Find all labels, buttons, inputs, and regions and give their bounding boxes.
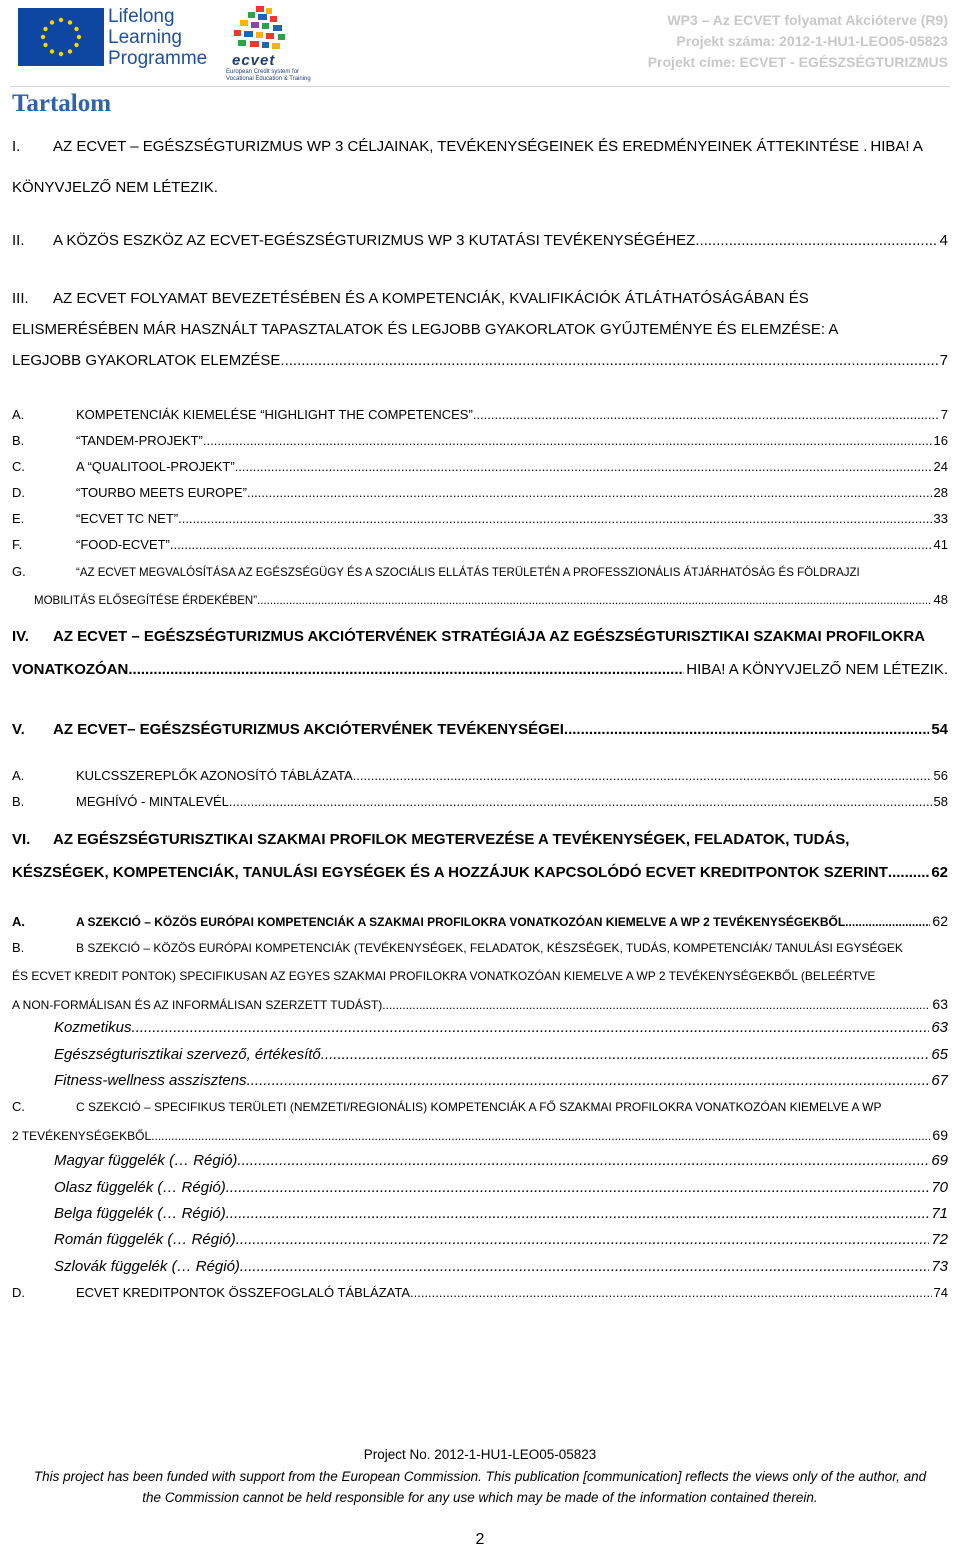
toc-entry-iii-b[interactable]	[12, 433, 948, 448]
toc-page: 16	[933, 433, 948, 448]
toc-text: KULCSSZEREPLŐK AZONOSÍTÓ TÁBLÁZATA	[76, 768, 353, 783]
toc-page: 69	[931, 1152, 948, 1169]
page-header	[0, 0, 960, 90]
toc-page: 69	[932, 1127, 948, 1143]
toc-page: 73	[931, 1258, 948, 1275]
toc-number: E.	[12, 511, 25, 526]
footer-project-number: Project No. 2012-1-HU1-LEO05-05823	[363, 1447, 597, 1462]
toc-text: B SZEKCIÓ – KÖZÖS EURÓPAI KOMPETENCIÁK (TEVÉKENYSÉGEK, FELADATOK, KÉSZSÉGEK, TUDÁS, KOMPETENCIÁK/ TANULÁSI EGYSÉGEK	[76, 941, 903, 955]
toc-number: B.	[12, 940, 25, 955]
toc-entry-magyar[interactable]	[54, 1152, 948, 1169]
toc-entry-vi[interactable]	[12, 831, 948, 881]
toc-entry-olasz[interactable]	[54, 1179, 948, 1196]
eu-flag-logo	[18, 8, 104, 66]
ecvet-subtitle: European Credit system for Vocational Education & Training	[226, 69, 311, 82]
toc-entry-vi-b[interactable]	[12, 940, 948, 1012]
toc-entry-fitness[interactable]	[54, 1072, 948, 1089]
toc-text: KOMPETENCIÁK KIEMELÉSE “HIGHLIGHT THE COMPETENCES”	[76, 407, 473, 422]
toc-number: IV.	[12, 628, 29, 645]
toc-entry-iii-g[interactable]	[12, 564, 948, 607]
toc-number: I.	[12, 138, 21, 155]
toc-page: 72	[931, 1231, 948, 1248]
toc-page: 62	[932, 913, 948, 929]
toc-text: “AZ ECVET MEGVALÓSÍTÁSA AZ EGÉSZSÉGÜGY ÉS A SZOCIÁLIS ELLÁTÁS TERÜLETÉN A PROFESSZIONÁLIS ÁTJÁRHATÓSÁG ÉS FÖLDRAJZI	[76, 567, 860, 579]
toc-text-cont: ÉS ECVET KREDIT PONTOK) SPECIFIKUSAN AZ EGYES SZAKMAI PROFILOKRA VONATKOZÓAN KIEMELVE A WP 2 TEVÉKENYSÉGEKBŐL (BELEÉRTVE	[12, 969, 876, 983]
toc-number: F.	[12, 537, 23, 552]
toc-page: 56	[933, 768, 948, 783]
toc-text: Kozmetikus	[54, 1019, 132, 1036]
toc-text-cont: VONATKOZÓAN	[12, 661, 129, 678]
toc-entry-belga[interactable]	[54, 1205, 948, 1222]
toc-text: Szlovák függelék (… Régió)	[54, 1258, 240, 1275]
toc-text: C SZEKCIÓ – SPECIFIKUS TERÜLETI (NEMZETI/REGIONÁLIS) KOMPETENCIÁK A FŐ SZAKMAI PROFILOKRA VONATKOZÓAN KIEMELVE A WP	[76, 1100, 882, 1114]
toc-text-cont: ELISMERÉSÉBEN MÁR HASZNÁLT TAPASZTALATOK ÉS LEGJOBB GYAKORLATOK GYŰJTEMÉNYE ÉS ELEMZÉSE: A	[12, 321, 839, 338]
toc-number: D.	[12, 1285, 25, 1300]
toc-entry-szervezo[interactable]	[54, 1046, 948, 1063]
toc-bookmark-error-cont: KÖNYVJELZŐ NEM LÉTEZIK.	[12, 179, 218, 196]
toc-text: Olasz függelék (… Régió)	[54, 1179, 226, 1196]
toc-page: 7	[939, 352, 948, 369]
toc-bookmark-error: HIBA! A	[870, 138, 923, 155]
toc-entry-v-b[interactable]	[12, 794, 948, 809]
toc-number: C.	[12, 1099, 25, 1114]
toc-number: B.	[12, 433, 25, 448]
toc-page: 62	[931, 864, 948, 881]
toc-text: Magyar függelék (… Régió)	[54, 1152, 238, 1169]
toc-number: G.	[12, 564, 26, 579]
toc-page: 63	[932, 996, 948, 1012]
toc-entry-vi-d[interactable]	[12, 1285, 948, 1300]
footer-disclaimer-line2: the Commission cannot be held responsible for any use which may be made of the information contained therein.	[142, 1490, 818, 1505]
toc-text: “ECVET TC NET”	[76, 511, 179, 526]
toc-page: 48	[933, 592, 948, 607]
toc-number: II.	[12, 232, 25, 249]
toc-number: VI.	[12, 831, 31, 848]
toc-entry-vi-c[interactable]	[12, 1099, 948, 1143]
toc-entry-vi-a[interactable]	[12, 913, 948, 929]
toc-page: 41	[933, 537, 948, 552]
llp-line3: Programme	[108, 48, 208, 69]
toc-page: 70	[931, 1179, 948, 1196]
header-project-info	[648, 10, 948, 73]
toc-entry-iii[interactable]	[12, 290, 948, 369]
toc-entry-iii-e[interactable]	[12, 511, 948, 526]
toc-page: 71	[931, 1205, 948, 1222]
toc-text: ECVET KREDITPONTOK ÖSSZEFOGLALÓ TÁBLÁZATA	[76, 1285, 410, 1300]
page-number: 2	[475, 1531, 485, 1548]
llp-line1: Lifelong	[108, 6, 175, 27]
toc-text: “TANDEM-PROJEKT”	[76, 433, 203, 448]
toc-text: MEGHÍVÓ - MINTALEVÉL	[76, 794, 229, 809]
toc-text-cont: MOBILITÁS ELŐSEGÍTÉSE ÉRDEKÉBEN”	[34, 595, 258, 607]
header-project-number: Projekt száma: 2012-1-HU1-LEO05-05823	[676, 33, 948, 49]
toc-text: Belga függelék (… Régió)	[54, 1205, 226, 1222]
toc-text: “FOOD-ECVET”	[76, 537, 170, 552]
toc-text: Román függelék (… Régió)	[54, 1231, 236, 1248]
toc-text: AZ ECVET– EGÉSZSÉGTURIZMUS AKCIÓTERVÉNEK TEVÉKENYSÉGEI	[53, 721, 564, 738]
toc-page: 58	[933, 794, 948, 809]
toc-number: A.	[12, 407, 25, 422]
toc-entry-iii-c[interactable]	[12, 459, 948, 474]
toc-page: 24	[933, 459, 948, 474]
toc-text: AZ ECVET – EGÉSZSÉGTURIZMUS WP 3 CÉLJAINAK, TEVÉKENYSÉGEINEK ÉS EREDMÉNYEINEK ÁTTEKINTÉSE .	[53, 138, 868, 155]
toc-entry-iii-a[interactable]	[12, 407, 948, 422]
toc-number: V.	[12, 721, 25, 738]
toc-page: 74	[933, 1285, 948, 1300]
toc-text: A KÖZÖS ESZKÖZ AZ ECVET-EGÉSZSÉGTURIZMUS WP 3 KUTATÁSI TEVÉKENYSÉGÉHEZ	[53, 232, 696, 249]
toc-entry-iii-d[interactable]	[12, 485, 948, 500]
toc-page: 65	[931, 1046, 948, 1063]
toc-entry-kozmetikus[interactable]	[54, 1019, 948, 1036]
toc-page: 7	[940, 407, 948, 422]
llp-line2: Learning	[108, 27, 182, 48]
toc-entry-ii[interactable]	[12, 232, 948, 249]
toc-text: A SZEKCIÓ – KÖZÖS EURÓPAI KOMPETENCIÁK A SZAKMAI PROFILOKRA VONATKOZÓAN KIEMELVE A WP 2 TEVÉKENYSÉGEKBŐL	[76, 915, 846, 929]
toc-text: “TOURBO MEETS EUROPE”	[76, 485, 247, 500]
page-title: Tartalom	[12, 90, 112, 117]
toc-entry-szlovak[interactable]	[54, 1258, 948, 1275]
toc-text: A “QUALITOOL-PROJEKT”	[76, 459, 235, 474]
toc-entry-i[interactable]	[12, 138, 948, 196]
toc-page: 54	[931, 721, 948, 738]
header-doc-title: WP3 – Az ECVET folyamat Akcióterve (R9)	[667, 12, 948, 28]
toc-number: III.	[12, 290, 29, 307]
footer-disclaimer-line1: This project has been funded with support from the European Commission. This publication [communication] reflects the views only of the author, and	[33, 1469, 927, 1484]
toc-entry-v[interactable]	[12, 721, 948, 738]
ecvet-wordmark: ecvet	[232, 52, 276, 69]
lifelong-learning-programme-logo	[108, 6, 207, 69]
toc-page: 63	[931, 1019, 948, 1036]
toc-text-cont: A NON-FORMÁLISAN ÉS AZ INFORMÁLISAN SZERZETT TUDÁST)	[12, 998, 383, 1012]
header-project-title: Projekt címe: ECVET - EGÉSZSÉGTURIZMUS	[647, 54, 948, 70]
toc-entry-roman[interactable]	[54, 1231, 948, 1248]
toc-text-cont: LEGJOBB GYAKORLATOK ELEMZÉSE	[12, 352, 281, 369]
toc-number: B.	[12, 794, 25, 809]
toc-number: A.	[12, 768, 25, 783]
toc-page: 28	[933, 485, 948, 500]
header-divider	[10, 86, 950, 87]
toc-bookmark-error: HIBA! A KÖNYVJELZŐ NEM LÉTEZIK.	[686, 661, 948, 678]
toc-text: AZ ECVET – EGÉSZSÉGTURIZMUS AKCIÓTERVÉNEK STRATÉGIÁJA AZ EGÉSZSÉGTURISZTIKAI SZAKMAI PROFILOKRA	[53, 628, 925, 645]
toc-page: 33	[933, 511, 948, 526]
toc-text: AZ EGÉSZSÉGTURISZTIKAI SZAKMAI PROFILOK MEGTERVEZÉSE A TEVÉKENYSÉGEK, FELADATOK, TUDÁS,	[53, 831, 850, 848]
toc-entry-v-a[interactable]	[12, 768, 948, 783]
toc-text: Fitness-wellness asszisztens	[54, 1072, 247, 1089]
toc-page: 67	[931, 1072, 948, 1089]
toc-entry-iv[interactable]	[12, 628, 948, 678]
toc-number: A.	[12, 914, 25, 929]
toc-text: AZ ECVET FOLYAMAT BEVEZETÉSÉBEN ÉS A KOMPETENCIÁK, KVALIFIKÁCIÓK ÁTLÁTHATÓSÁGÁBAN ÉS	[53, 290, 809, 307]
toc-entry-iii-f[interactable]	[12, 537, 948, 552]
toc-number: D.	[12, 485, 25, 500]
toc-number: C.	[12, 459, 25, 474]
toc-page: 4	[939, 232, 948, 249]
toc-text: Egészségturisztikai szervező, értékesítő	[54, 1046, 321, 1063]
toc-text-cont: 2 TEVÉKENYSÉGEKBŐL	[12, 1129, 152, 1143]
toc-text-cont: KÉSZSÉGEK, KOMPETENCIÁK, TANULÁSI EGYSÉGEK ÉS A HOZZÁJUK KAPCSOLÓDÓ ECVET KREDITPONTOK SZERINT	[12, 864, 888, 881]
